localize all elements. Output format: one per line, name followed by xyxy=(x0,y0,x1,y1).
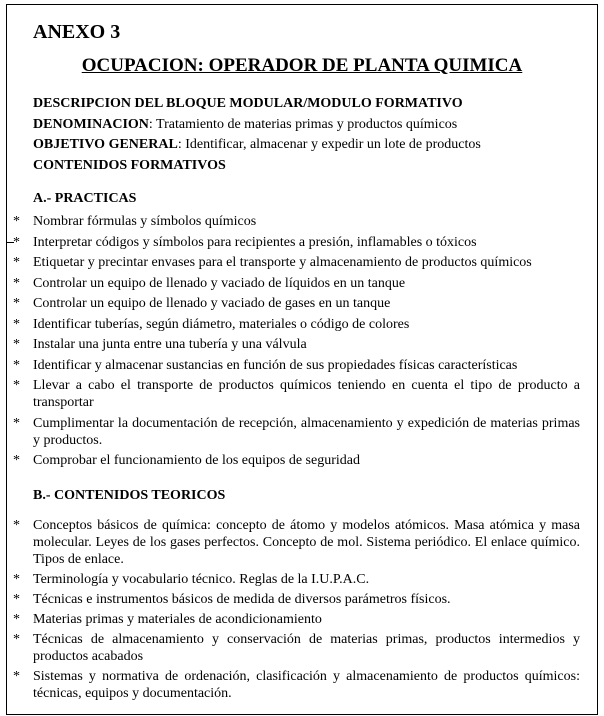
list-item-text: Comprobar el funcionamiento de los equipos de seguridad xyxy=(33,453,360,468)
practices-list xyxy=(7,213,592,469)
denomination-value: : Tratamiento de materias primas y productos químicos xyxy=(148,116,458,132)
training-contents-heading: CONTENIDOS FORMATIVOS xyxy=(33,157,226,173)
bullet-asterisk: * xyxy=(13,415,20,431)
list-item-text: Técnicas e instrumentos básicos de medida de diversos parámetros físicos. xyxy=(33,592,451,607)
module-denomination xyxy=(33,115,583,136)
list-item xyxy=(7,234,592,251)
bullet-asterisk: * xyxy=(13,337,20,352)
bullet-asterisk: * xyxy=(13,612,20,627)
list-item xyxy=(7,336,592,353)
list-item xyxy=(7,517,592,568)
bullet-asterisk: * xyxy=(13,357,20,373)
list-item xyxy=(7,415,592,449)
bullet-asterisk: * xyxy=(13,275,20,291)
list-item-text: Sistemas y normativa de ordenación, clasificación y almacenamiento de productos químicos: técnicas, equipos y documentación. xyxy=(33,669,580,701)
list-item-text: Identificar tuberías, según diámetro, materiales o código de colores xyxy=(33,316,410,332)
list-item-text: Llevar a cabo el transporte de productos químicos teniendo en cuenta el tipo de producto a transportar xyxy=(33,378,580,410)
list-item-text: Identificar y almacenar sustancias en función de sus propiedades físicas características xyxy=(33,357,518,373)
occupation-title: OCUPACION: OPERADOR DE PLANTA QUIMICA xyxy=(81,55,523,76)
list-item xyxy=(7,631,592,665)
list-item-text: Conceptos básicos de química: concepto de átomo y modelos atómicos. Masa atómica y masa molecular. Leyes de los gases perfectos. Concepto de mol. Sistema periódico. El enlace químico. Tipos de enlace. xyxy=(33,518,580,567)
bullet-asterisk: * xyxy=(13,669,20,684)
list-item xyxy=(7,611,592,628)
list-item-text: Cumplimentar la documentación de recepción, almacenamiento y expedición de materias primas y productos. xyxy=(33,415,580,448)
list-item xyxy=(7,452,592,469)
bullet-asterisk: * xyxy=(13,592,20,607)
bullet-asterisk: * xyxy=(13,234,20,250)
bullet-asterisk: * xyxy=(13,632,20,647)
bullet-asterisk: * xyxy=(13,518,20,533)
list-item-text: Terminología y vocabulario técnico. Reglas de la I.U.P.A.C. xyxy=(33,572,370,587)
list-item xyxy=(7,571,592,588)
list-item-text: Técnicas de almacenamiento y conservación de materias primas, productos intermedios y productos acabados xyxy=(33,632,580,664)
objective-label: OBJETIVO GENERAL xyxy=(33,137,178,152)
denomination-label: DENOMINACION xyxy=(33,116,149,132)
list-item-text: Controlar un equipo de llenado y vaciado de líquidos en un tanque xyxy=(33,275,406,291)
bullet-asterisk: * xyxy=(13,255,20,270)
list-item xyxy=(7,275,592,292)
bullet-asterisk: * xyxy=(13,453,20,468)
list-item xyxy=(7,591,592,608)
module-info xyxy=(33,94,583,176)
list-item xyxy=(7,357,592,374)
list-item-text: Controlar un equipo de llenado y vaciado de gases en un tanque xyxy=(33,296,391,311)
bullet-asterisk: * xyxy=(13,296,20,311)
bullet-asterisk: * xyxy=(13,378,20,393)
practices-heading: A.- PRACTICAS xyxy=(33,191,137,206)
list-item xyxy=(7,668,592,702)
margin-mark xyxy=(7,242,14,243)
bullet-asterisk: * xyxy=(13,572,20,587)
annex-title: ANEXO 3 xyxy=(33,21,121,43)
list-item xyxy=(7,213,592,230)
bullet-asterisk: * xyxy=(13,214,20,229)
list-item xyxy=(7,377,592,411)
theory-list xyxy=(7,517,592,702)
list-item-text: Instalar una junta entre una tubería y una válvula xyxy=(33,337,307,352)
general-objective xyxy=(33,135,583,156)
list-item-text: Etiquetar y precintar envases para el transporte y almacenamiento de productos químicos xyxy=(33,255,532,270)
bullet-asterisk: * xyxy=(13,316,20,332)
list-item xyxy=(7,316,592,333)
list-item-text: Nombrar fórmulas y símbolos químicos xyxy=(33,214,257,229)
objective-value: : Identificar, almacenar y expedir un lote de productos xyxy=(177,137,481,152)
theory-heading: B.- CONTENIDOS TEORICOS xyxy=(33,488,226,503)
document-page xyxy=(6,4,598,715)
list-item-text: Interpretar códigos y símbolos para recipientes a presión, inflamables o tóxicos xyxy=(33,234,477,250)
list-item xyxy=(7,254,592,271)
module-description-heading: DESCRIPCION DEL BLOQUE MODULAR/MODULO FORMATIVO xyxy=(33,96,463,111)
list-item xyxy=(7,295,592,312)
list-item-text: Materias primas y materiales de acondicionamiento xyxy=(33,612,322,627)
